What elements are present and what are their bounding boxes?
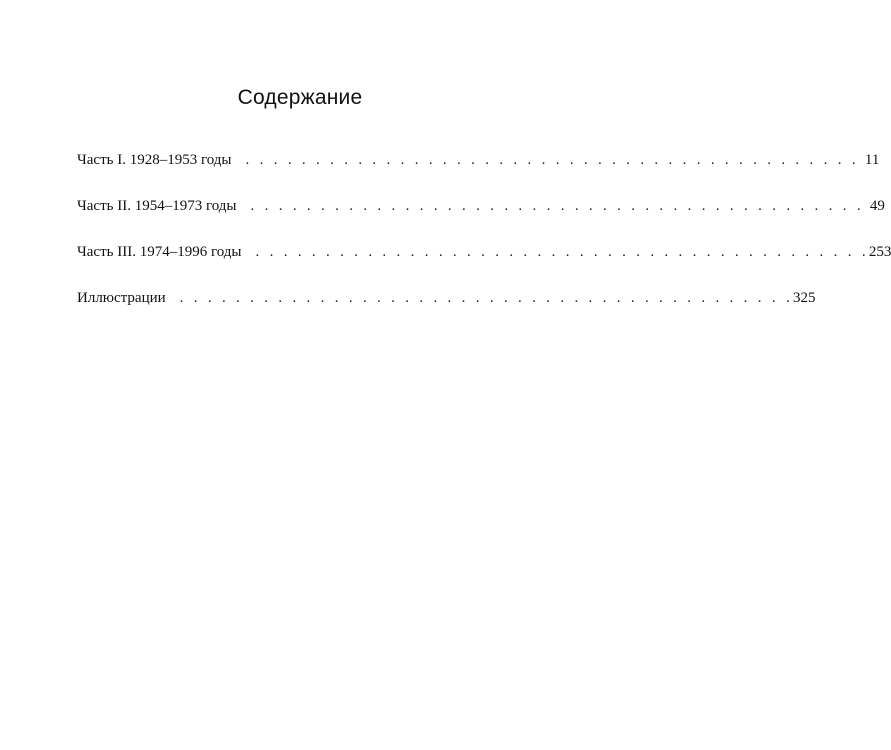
toc-leader-dots: . . . . . . . . . . . . . . . . . . . . . . . . . . . . . . . . . . . . . . . . . . . . bbox=[255, 244, 869, 260]
toc-leader-dots: . . . . . . . . . . . . . . . . . . . . . . . . . . . . . . . . . . . . . . . . . . . . bbox=[250, 198, 864, 214]
toc-entry-label: Часть II. 1954–1973 годы bbox=[77, 198, 237, 214]
table-of-contents bbox=[77, 150, 891, 334]
toc-entry-label: Часть I. 1928–1953 годы bbox=[77, 152, 232, 168]
page-title: Содержание bbox=[237, 86, 363, 109]
toc-entry[interactable] bbox=[77, 288, 816, 334]
toc-entry-page: 11 bbox=[864, 152, 880, 168]
toc-entry-label: Иллюстрации bbox=[77, 290, 166, 306]
toc-entry[interactable] bbox=[77, 150, 880, 196]
toc-entry[interactable] bbox=[77, 196, 885, 242]
toc-leader-dots: . . . . . . . . . . . . . . . . . . . . . . . . . . . . . . . . . . . . . . . . . . . . bbox=[245, 152, 859, 168]
toc-entry-page: 49 bbox=[869, 198, 885, 214]
toc-entry-page: 253 bbox=[868, 244, 891, 260]
toc-entry-page: 325 bbox=[793, 290, 816, 306]
toc-leader-dots: . . . . . . . . . . . . . . . . . . . . . . . . . . . . . . . . . . . . . . . . . . . . bbox=[179, 290, 794, 306]
toc-entry[interactable] bbox=[77, 242, 891, 288]
toc-entry-label: Часть III. 1974–1996 годы bbox=[77, 244, 242, 260]
